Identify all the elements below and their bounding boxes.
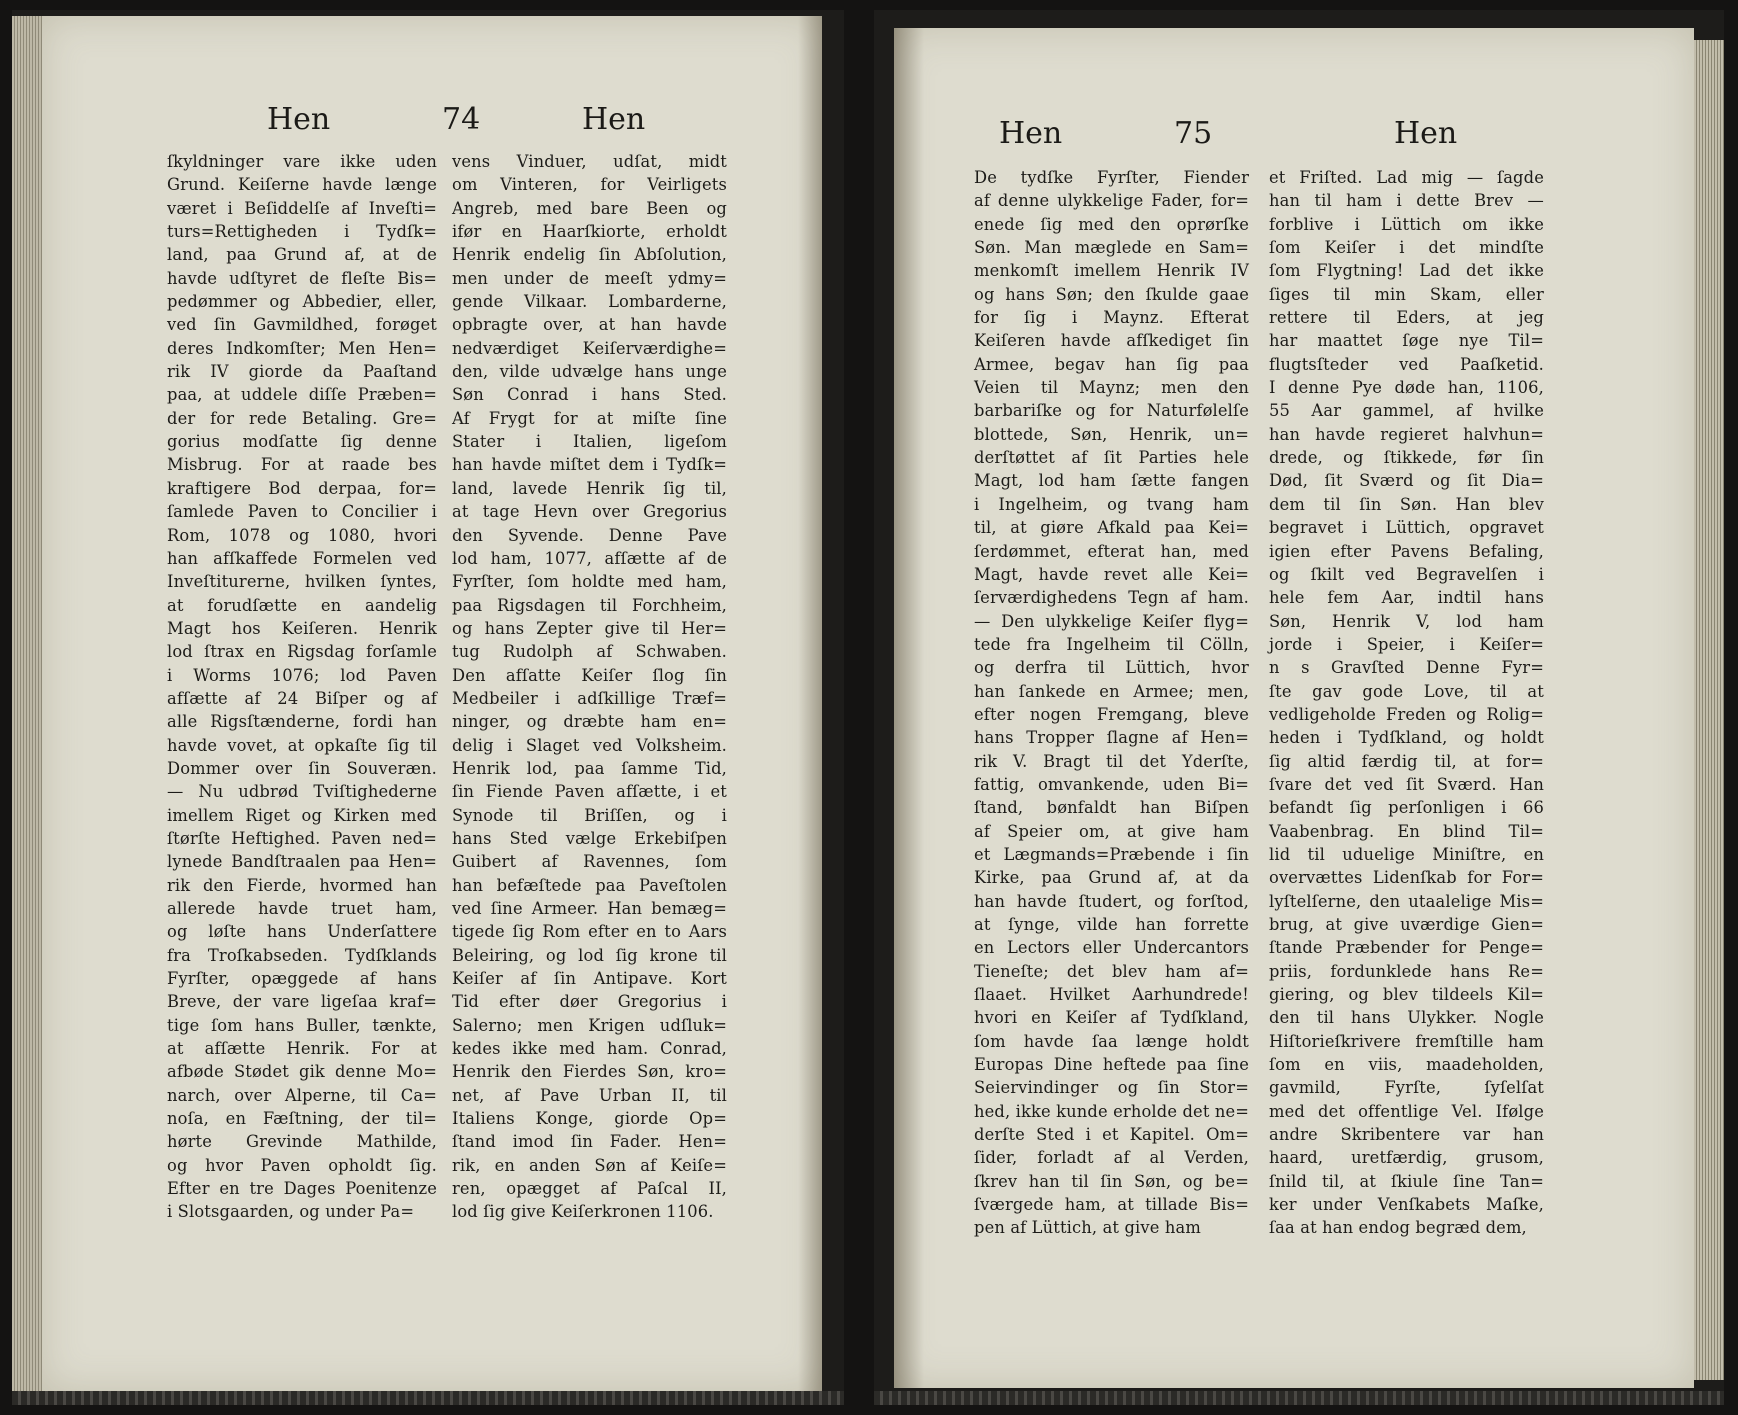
text-line: Misbrug. For at raade bes xyxy=(167,455,437,475)
text-line: hørte Grevinde Mathilde, xyxy=(167,1132,437,1152)
text-line: men under de meeſt ydmy= xyxy=(452,268,727,288)
text-line: lid til uduelige Miniſtre, en xyxy=(1269,844,1544,864)
text-line: nedværdiget Keiſerværdighe= xyxy=(452,338,727,358)
text-line: hed, ikke kunde erholde det ne= xyxy=(974,1101,1250,1121)
right-page-edges xyxy=(1694,40,1724,1380)
text-line: der for rede Betaling. Gre= xyxy=(167,408,437,428)
text-line: ſider, forladt af al Verden, xyxy=(974,1148,1249,1168)
text-line: ſtørſte Heftighed. Paven ned= xyxy=(167,828,437,848)
text-line: og hvor Paven opholdt ſig. xyxy=(167,1155,437,1175)
text-line: ſte gav gode Love, til at xyxy=(1269,681,1544,701)
text-line: menkomſt imellem Henrik IV xyxy=(974,261,1249,281)
text-line: rik IV giorde da Paaſtand xyxy=(167,362,437,382)
text-line: Breve, der vare ligeſaa kraf= xyxy=(167,992,437,1012)
text-line: ſkyldninger vare ikke uden xyxy=(167,152,437,171)
text-line: hans Tropper ſlagne af Hen= xyxy=(974,728,1249,748)
text-line: narch, over Alperne, til Ca= xyxy=(167,1085,437,1105)
left-page-column-2 xyxy=(452,150,727,1224)
text-line: paa Rigsdagen til Forchheim, xyxy=(452,595,727,615)
text-line: brug, at give uværdige Gien= xyxy=(1269,915,1544,934)
text-line: gavmild, Fyrſte, ſyſelſat xyxy=(1269,1078,1544,1098)
text-line: Dommer over ſin Souveræn. xyxy=(167,758,437,778)
text-line: Medbeiler i adſkillige Træf= xyxy=(452,688,727,708)
text-line: gorius modſatte ſig denne xyxy=(167,432,437,452)
text-line: af denne ulykkelige Fader, for= xyxy=(974,191,1249,211)
text-line: pen af Lüttich, at give ham xyxy=(974,1218,1201,1238)
text-line: han havde regieret halvhun= xyxy=(1269,424,1544,444)
text-line: fattig, omvankende, uden Bi= xyxy=(974,774,1249,794)
text-line: kraftigere Bod derpaa, for= xyxy=(167,478,437,498)
text-line: et Lægmands=Præbende i ſin xyxy=(974,844,1249,864)
text-line: ſom en viis, maadeholden, xyxy=(1269,1055,1544,1075)
text-line: rettere til Eders, at jeg xyxy=(1269,308,1544,328)
text-line: jorde i Speier, i Keiſer= xyxy=(1269,634,1544,654)
right-running-head-left: Hen xyxy=(999,116,1063,151)
text-line: i Slotsgaarden, og under Pa= xyxy=(167,1202,415,1222)
right-page xyxy=(894,28,1694,1388)
text-line: ſnild til, at ſkiule ſine Tan= xyxy=(1269,1171,1544,1191)
left-page-column-1 xyxy=(167,150,437,1224)
text-line: ſaa at han endog begræd dem, xyxy=(1269,1218,1527,1238)
text-line: ſin Fiende Paven afſætte, i et xyxy=(452,782,727,802)
text-line: han til ham i dette Brev — xyxy=(1269,191,1544,211)
text-line: De tydſke Fyrſter, Fiender xyxy=(974,168,1249,187)
text-line: lod ſig give Keiſerkronen 1106. xyxy=(452,1202,714,1222)
text-line: Grund. Keiſerne havde længe xyxy=(167,175,437,195)
text-line: blottede, Søn, Henrik, un= xyxy=(974,424,1249,444)
text-line: at forudſætte en aandelig xyxy=(167,595,437,615)
text-line: ſerværdighedens Tegn af ham. xyxy=(974,588,1249,608)
text-line: Fyrſter, opæggede af hans xyxy=(167,969,437,989)
text-line: rik, en anden Søn af Keiſe= xyxy=(452,1155,727,1175)
left-page-gutter-shadow xyxy=(798,16,822,1391)
text-line: flugtsſteder ved Paaſketid. xyxy=(1269,354,1544,374)
text-line: han ſankede en Armee; men, xyxy=(974,681,1249,701)
text-line: og hans Zepter give til Her= xyxy=(452,618,727,638)
text-line: havde vovet, at opkaſte ſig til xyxy=(167,735,437,755)
text-line: Magt hos Keiſeren. Henrik xyxy=(167,618,437,638)
right-page-number: 75 xyxy=(1174,116,1213,151)
text-line: hele fem Aar, indtil hans xyxy=(1269,588,1544,608)
text-line: Salerno; men Krigen udſluk= xyxy=(452,1015,727,1035)
left-page-number: 74 xyxy=(442,102,481,137)
text-line: derſte Sted i et Kapitel. Om= xyxy=(974,1125,1249,1145)
text-line: til, at giøre Afkald paa Kei= xyxy=(974,518,1249,538)
text-line: priis, fordunklede hans Re= xyxy=(1269,961,1544,981)
text-line: han havde ſtudert, og forſtod, xyxy=(974,891,1249,911)
text-line: net, af Pave Urban II, til xyxy=(452,1085,727,1105)
text-line: opbragte over, at han havde xyxy=(452,315,727,335)
text-line: Af Frygt for at miſte ſine xyxy=(452,408,727,428)
text-line: Den afſatte Keiſer ſlog ſin xyxy=(452,665,727,685)
text-line: ſkrev han til ſin Søn, og be= xyxy=(974,1171,1249,1191)
text-line: ved ſine Armeer. Han bemæg= xyxy=(452,899,727,918)
text-line: ſig altid færdig til, at for= xyxy=(1269,751,1544,771)
text-line: Død, ſit Sværd og ſit Dia= xyxy=(1269,471,1544,491)
text-line: har maattet ſøge nye Til= xyxy=(1269,331,1544,351)
text-line: Henrik den Fierdes Søn, kro= xyxy=(452,1062,727,1082)
text-line: ſiges til min Skam, eller xyxy=(1269,284,1544,304)
text-line: den, vilde udvælge hans unge xyxy=(452,362,727,382)
text-line: ren, opægget af Paſcal II, xyxy=(452,1179,727,1199)
text-line: land, paa Grund af, at de xyxy=(167,245,437,265)
text-line: allerede havde truet ham, xyxy=(167,899,437,918)
text-line: afbøde Stødet gik denne Mo= xyxy=(167,1062,437,1082)
text-line: efter nogen Fremgang, bleve xyxy=(974,704,1249,724)
text-line: rik V. Bragt til det Yderſte, xyxy=(974,751,1249,771)
right-page-gutter-shadow xyxy=(894,28,924,1388)
text-line: ker under Venſkabets Maſke, xyxy=(1269,1195,1544,1215)
text-line: drede, og ſtikkede, før ſin xyxy=(1269,448,1544,468)
left-page-edges xyxy=(12,16,42,1391)
left-running-head-left: Hen xyxy=(267,102,331,137)
text-line: Efter en tre Dages Poenitenze xyxy=(167,1179,437,1199)
left-page xyxy=(42,16,822,1391)
text-line: lod ſtrax en Rigsdag forſamle xyxy=(167,642,437,662)
text-line: at afſætte Henrik. For at xyxy=(167,1039,437,1059)
right-page-scan xyxy=(874,10,1724,1405)
left-running-head-right: Hen xyxy=(582,102,646,137)
text-line: andre Skribentere var han xyxy=(1269,1125,1544,1145)
text-line: ifør en Haarſkiorte, erholdt xyxy=(452,222,727,242)
left-page-bottom-edge xyxy=(12,1391,844,1405)
right-page-column-1 xyxy=(974,166,1249,1240)
right-running-head-right: Hen xyxy=(1394,116,1458,151)
text-line: ſerdømmet, efterat han, med xyxy=(974,541,1249,561)
text-line: ved ſin Gavmildhed, forøget xyxy=(167,315,437,335)
text-line: af Speier om, at give ham xyxy=(974,821,1249,841)
text-line: og derfra til Lüttich, hvor xyxy=(974,658,1249,678)
text-line: været i Beſiddelſe af Inveſti= xyxy=(167,198,437,218)
text-line: han befæſtede paa Paveſtolen xyxy=(452,875,727,895)
text-line: Keiſer af ſin Antipave. Kort xyxy=(452,969,727,989)
text-line: tug Rudolph af Schwaben. xyxy=(452,642,727,662)
text-line: ſtand imod ſin Fader. Hen= xyxy=(452,1132,727,1152)
text-line: den Syvende. Denne Pave xyxy=(452,525,727,545)
text-line: ſlaaet. Hvilket Aarhundrede! xyxy=(974,985,1249,1005)
text-line: delig i Slaget ved Volksheim. xyxy=(452,735,727,755)
text-line: ſom havde ſaa længe holdt xyxy=(974,1031,1249,1051)
text-line: gende Vilkaar. Lombarderne, xyxy=(452,292,727,312)
text-line: imellem Riget og Kirken med xyxy=(167,805,437,825)
text-line: Armee, begav han ſig paa xyxy=(974,354,1249,374)
text-line: Inveſtiturerne, hvilken ſyntes, xyxy=(167,572,437,592)
text-line: land, lavede Henrik ſig til, xyxy=(452,478,727,498)
right-page-bottom-edge xyxy=(874,1391,1724,1405)
text-line: Henrik lod, paa ſamme Tid, xyxy=(452,758,727,778)
text-line: rik den Fierde, hvormed han xyxy=(167,875,437,895)
text-line: Keiſeren havde afſkediget ſin xyxy=(974,331,1249,351)
text-line: dem til ſin Søn. Han blev xyxy=(1269,494,1544,514)
text-line: Guibert af Ravennes, ſom xyxy=(452,852,727,872)
text-line: alle Rigsſtænderne, fordi han xyxy=(167,712,437,732)
text-line: Søn. Man mæglede en Sam= xyxy=(974,238,1249,258)
text-line: han afſkaffede Formelen ved xyxy=(167,548,437,568)
text-line: i Ingelheim, og tvang ham xyxy=(974,494,1249,514)
text-line: Europas Dine heftede paa ſine xyxy=(974,1055,1249,1075)
text-line: begravet i Lüttich, opgravet xyxy=(1269,518,1544,538)
text-line: havde udſtyret de fleſte Bis= xyxy=(167,268,437,288)
text-line: Fyrſter, ſom holdte med ham, xyxy=(452,572,727,592)
text-line: lyſtelſerne, den utaalelige Mis= xyxy=(1269,891,1544,911)
text-line: lynede Bandſtraalen paa Hen= xyxy=(167,852,437,872)
text-line: pedømmer og Abbedier, eller, xyxy=(167,292,437,312)
text-line: Vaabenbrag. En blind Til= xyxy=(1269,821,1544,841)
text-line: ſom Keiſer i det mindſte xyxy=(1269,238,1544,258)
text-line: lod ham, 1077, afſætte af de xyxy=(452,548,727,568)
text-line: Beleiring, og lod ſig krone til xyxy=(452,945,727,965)
text-line: hans Sted vælge Erkebiſpen xyxy=(452,828,727,848)
text-line: Tieneſte; det blev ham af= xyxy=(974,961,1249,981)
left-page-scan xyxy=(12,10,844,1405)
text-line: tigede ſig Rom efter en to Aars xyxy=(452,922,727,942)
text-line: tige ſom hans Buller, tænkte, xyxy=(167,1015,437,1035)
text-line: at ſynge, vilde han forrette xyxy=(974,915,1249,934)
text-line: barbariſke og for Naturfølelſe xyxy=(974,401,1249,421)
text-line: tede fra Ingelheim til Cölln, xyxy=(974,634,1249,654)
text-line: forblive i Lüttich om ikke xyxy=(1269,214,1544,234)
text-line: Angreb, med bare Been og xyxy=(452,198,727,218)
text-line: befandt ſig perſonligen i 66 xyxy=(1269,798,1544,818)
text-line: Henrik endelig ſin Abſolution, xyxy=(452,245,727,265)
text-line: Søn, Henrik V, lod ham xyxy=(1269,611,1544,631)
text-line: enede ſig med den oprørſke xyxy=(974,214,1249,234)
text-line: — Nu udbrød Tviſtighederne xyxy=(167,782,437,802)
text-line: Seiervindinger og ſin Stor= xyxy=(974,1078,1249,1098)
text-line: afſætte af 24 Biſper og af xyxy=(167,688,437,708)
text-line: Veien til Maynz; men den xyxy=(974,378,1249,398)
text-line: n s Gravſted Denne Fyr= xyxy=(1269,658,1544,678)
text-line: vens Vinduer, udſat, midt xyxy=(452,152,727,171)
text-line: ſamlede Paven to Concilier i xyxy=(167,502,437,522)
text-line: I denne Pye døde han, 1106, xyxy=(1269,378,1544,398)
text-line: overvættes Lidenſkab for For= xyxy=(1269,868,1544,888)
text-line: Italiens Konge, giorde Op= xyxy=(452,1109,727,1129)
text-line: og ſkilt ved Begravelſen i xyxy=(1269,564,1544,584)
text-line: og hans Søn; den ſkulde gaae xyxy=(974,284,1249,304)
text-line: Synode til Briſſen, og i xyxy=(452,805,727,825)
text-line: deres Indkomſter; Men Hen= xyxy=(167,338,437,358)
text-line: Hiſtorieſkrivere fremſtille ham xyxy=(1269,1031,1544,1051)
text-line: fra Troſkabseden. Tydſklands xyxy=(167,945,437,965)
text-line: 55 Aar gammel, af hvilke xyxy=(1269,401,1544,421)
text-line: ſom Flygtning! Lad det ikke xyxy=(1269,261,1544,281)
text-line: om Vinteren, for Veirligets xyxy=(452,175,727,195)
text-line: den til hans Ulykker. Nogle xyxy=(1269,1008,1544,1028)
text-line: ninger, og dræbte ham en= xyxy=(452,712,727,732)
text-line: med det offentlige Vel. Ifølge xyxy=(1269,1101,1544,1121)
text-line: kedes ikke med ham. Conrad, xyxy=(452,1039,727,1059)
text-line: ſvare det ved ſit Sværd. Han xyxy=(1269,774,1544,794)
text-line: Søn Conrad i hans Sted. xyxy=(452,385,727,405)
text-line: et Friſted. Lad mig — ſagde xyxy=(1269,168,1544,187)
text-line: derſtøttet af ſit Parties hele xyxy=(974,448,1249,468)
text-line: og løſte hans Underſattere xyxy=(167,922,437,942)
text-line: ſværgede ham, at tillade Bis= xyxy=(974,1195,1249,1215)
text-line: — Den ulykkelige Keiſer flyg= xyxy=(974,611,1249,631)
text-line: heden i Tydſkland, og holdt xyxy=(1269,728,1544,748)
text-line: paa, at uddele diſſe Præben= xyxy=(167,385,437,405)
text-line: haard, uretfærdig, grusom, xyxy=(1269,1148,1544,1168)
text-line: hvori en Keiſer af Tydſkland, xyxy=(974,1008,1249,1028)
text-line: Tid efter døer Gregorius i xyxy=(452,992,727,1012)
text-line: vedligeholde Freden og Rolig= xyxy=(1269,704,1544,724)
text-line: i Worms 1076; lod Paven xyxy=(167,665,437,685)
text-line: Magt, havde revet alle Kei= xyxy=(974,564,1249,584)
text-line: Magt, lod ham ſætte fangen xyxy=(974,471,1249,491)
text-line: for ſig i Maynz. Efterat xyxy=(974,308,1249,328)
text-line: Rom, 1078 og 1080, hvori xyxy=(167,525,437,545)
text-line: ſtand, bønfaldt han Biſpen xyxy=(974,798,1249,818)
text-line: turs=Rettigheden i Tydſk= xyxy=(167,222,437,242)
text-line: noſa, en Fæſtning, der til= xyxy=(167,1109,437,1129)
text-line: at tage Hevn over Gregorius xyxy=(452,502,727,522)
text-line: ſtande Præbender for Penge= xyxy=(1269,938,1544,958)
text-line: giering, og blev tildeels Kil= xyxy=(1269,985,1544,1005)
text-line: igien efter Pavens Befaling, xyxy=(1269,541,1544,561)
text-line: han havde miſtet dem i Tydſk= xyxy=(452,455,727,475)
text-line: en Lectors eller Undercantors xyxy=(974,938,1249,958)
right-page-column-2 xyxy=(1269,166,1544,1240)
text-line: Kirke, paa Grund af, at da xyxy=(974,868,1249,888)
text-line: Stater i Italien, ligeſom xyxy=(452,432,727,452)
